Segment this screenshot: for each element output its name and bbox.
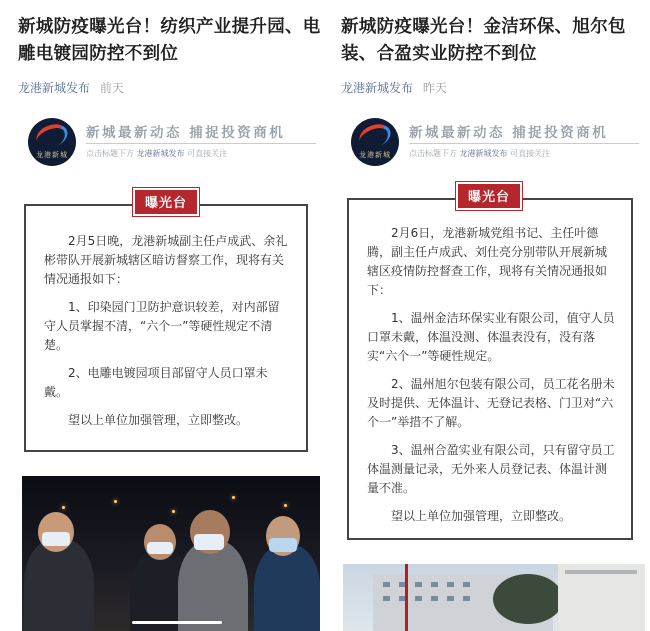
- notice-paragraph: 2、温州旭尔包装有限公司，员工花名册未及时提供、无体温计、无登记表格、门卫对“六个一”举措不了解。: [367, 377, 615, 429]
- publish-time: 昨天: [422, 81, 447, 95]
- notice-box: [24, 204, 308, 452]
- hint-text: 点击标题下方: [409, 149, 457, 158]
- header-banner: [347, 118, 641, 168]
- logo-text: 龙港新城: [36, 151, 68, 159]
- notice-box: [347, 198, 633, 540]
- article-right[interactable]: [341, 0, 647, 631]
- article-meta: [18, 80, 324, 96]
- hint-account-link[interactable]: 龙港新城发布: [136, 149, 185, 158]
- banner-divider: [86, 143, 316, 144]
- building-photo[interactable]: [343, 564, 645, 631]
- banner-divider: [409, 143, 639, 144]
- notice-paragraph: 2、电雕电镀园项目部留守人员口罩未戴。: [44, 366, 268, 399]
- notice-paragraph: 2月5日晚，龙港新城副主任卢成武、余礼彬带队开展新城辖区暗访督察工作，现将有关情况通报如下：: [44, 234, 288, 286]
- follow-hint: [409, 148, 639, 159]
- article-left[interactable]: [18, 0, 324, 631]
- notice-paragraph: 2月6日，龙港新城党组书记、主任叶德腾，副主任卢成武、刘仕亮分别带队开展新城辖区疫情防控督查工作，现将有关情况通报如下：: [367, 226, 608, 297]
- notice-paragraph: 1、温州金洁环保实业有限公司，值守人员口罩未戴，体温没测、体温表没有，没有落实“六个一”等硬性规定。: [367, 311, 615, 363]
- hint-text: 点击标题下方: [86, 149, 134, 158]
- hint-account-link[interactable]: 龙港新城发布: [459, 149, 508, 158]
- article-title[interactable]: 新城防疫曝光台！纺织产业提升园、电雕电镀园防控不到位: [18, 17, 321, 64]
- author-link[interactable]: 龙港新城发布: [18, 81, 91, 95]
- follow-hint: [86, 148, 316, 159]
- banner-slogan: 新城最新动态 捕捉投资商机: [86, 125, 286, 141]
- banner-slogan: 新城最新动态 捕捉投资商机: [409, 125, 609, 141]
- notice-paragraph: 1、印染园门卫防护意识较差，对内部留守人员掌握不清，“六个一”等硬性规定不清楚。: [44, 300, 280, 352]
- notice-paragraph: 望以上单位加强管理，立即整改。: [391, 509, 572, 523]
- author-link[interactable]: 龙港新城发布: [341, 81, 414, 95]
- publish-time: 前天: [99, 81, 124, 95]
- notice-paragraph: 3、温州合盈实业有限公司，只有留守员工体温测量记录，无外来人员登记表、体温计测量不准。: [367, 443, 615, 495]
- inspection-photo[interactable]: [22, 476, 320, 631]
- account-logo-icon: [28, 118, 76, 166]
- hint-text: 可直接关注: [187, 149, 228, 158]
- logo-text: 龙港新城: [359, 151, 391, 159]
- hint-text: 可直接关注: [510, 149, 551, 158]
- header-banner: [24, 118, 318, 168]
- exposure-tag: 曝光台: [133, 188, 199, 216]
- image-indicator: [132, 621, 222, 624]
- exposure-tag: 曝光台: [456, 182, 522, 210]
- account-logo-icon: [351, 118, 399, 166]
- article-meta: [341, 80, 647, 96]
- notice-paragraph: 望以上单位加强管理，立即整改。: [68, 413, 249, 427]
- article-title[interactable]: 新城防疫曝光台！金洁环保、旭尔包装、合盈实业防控不到位: [341, 17, 626, 64]
